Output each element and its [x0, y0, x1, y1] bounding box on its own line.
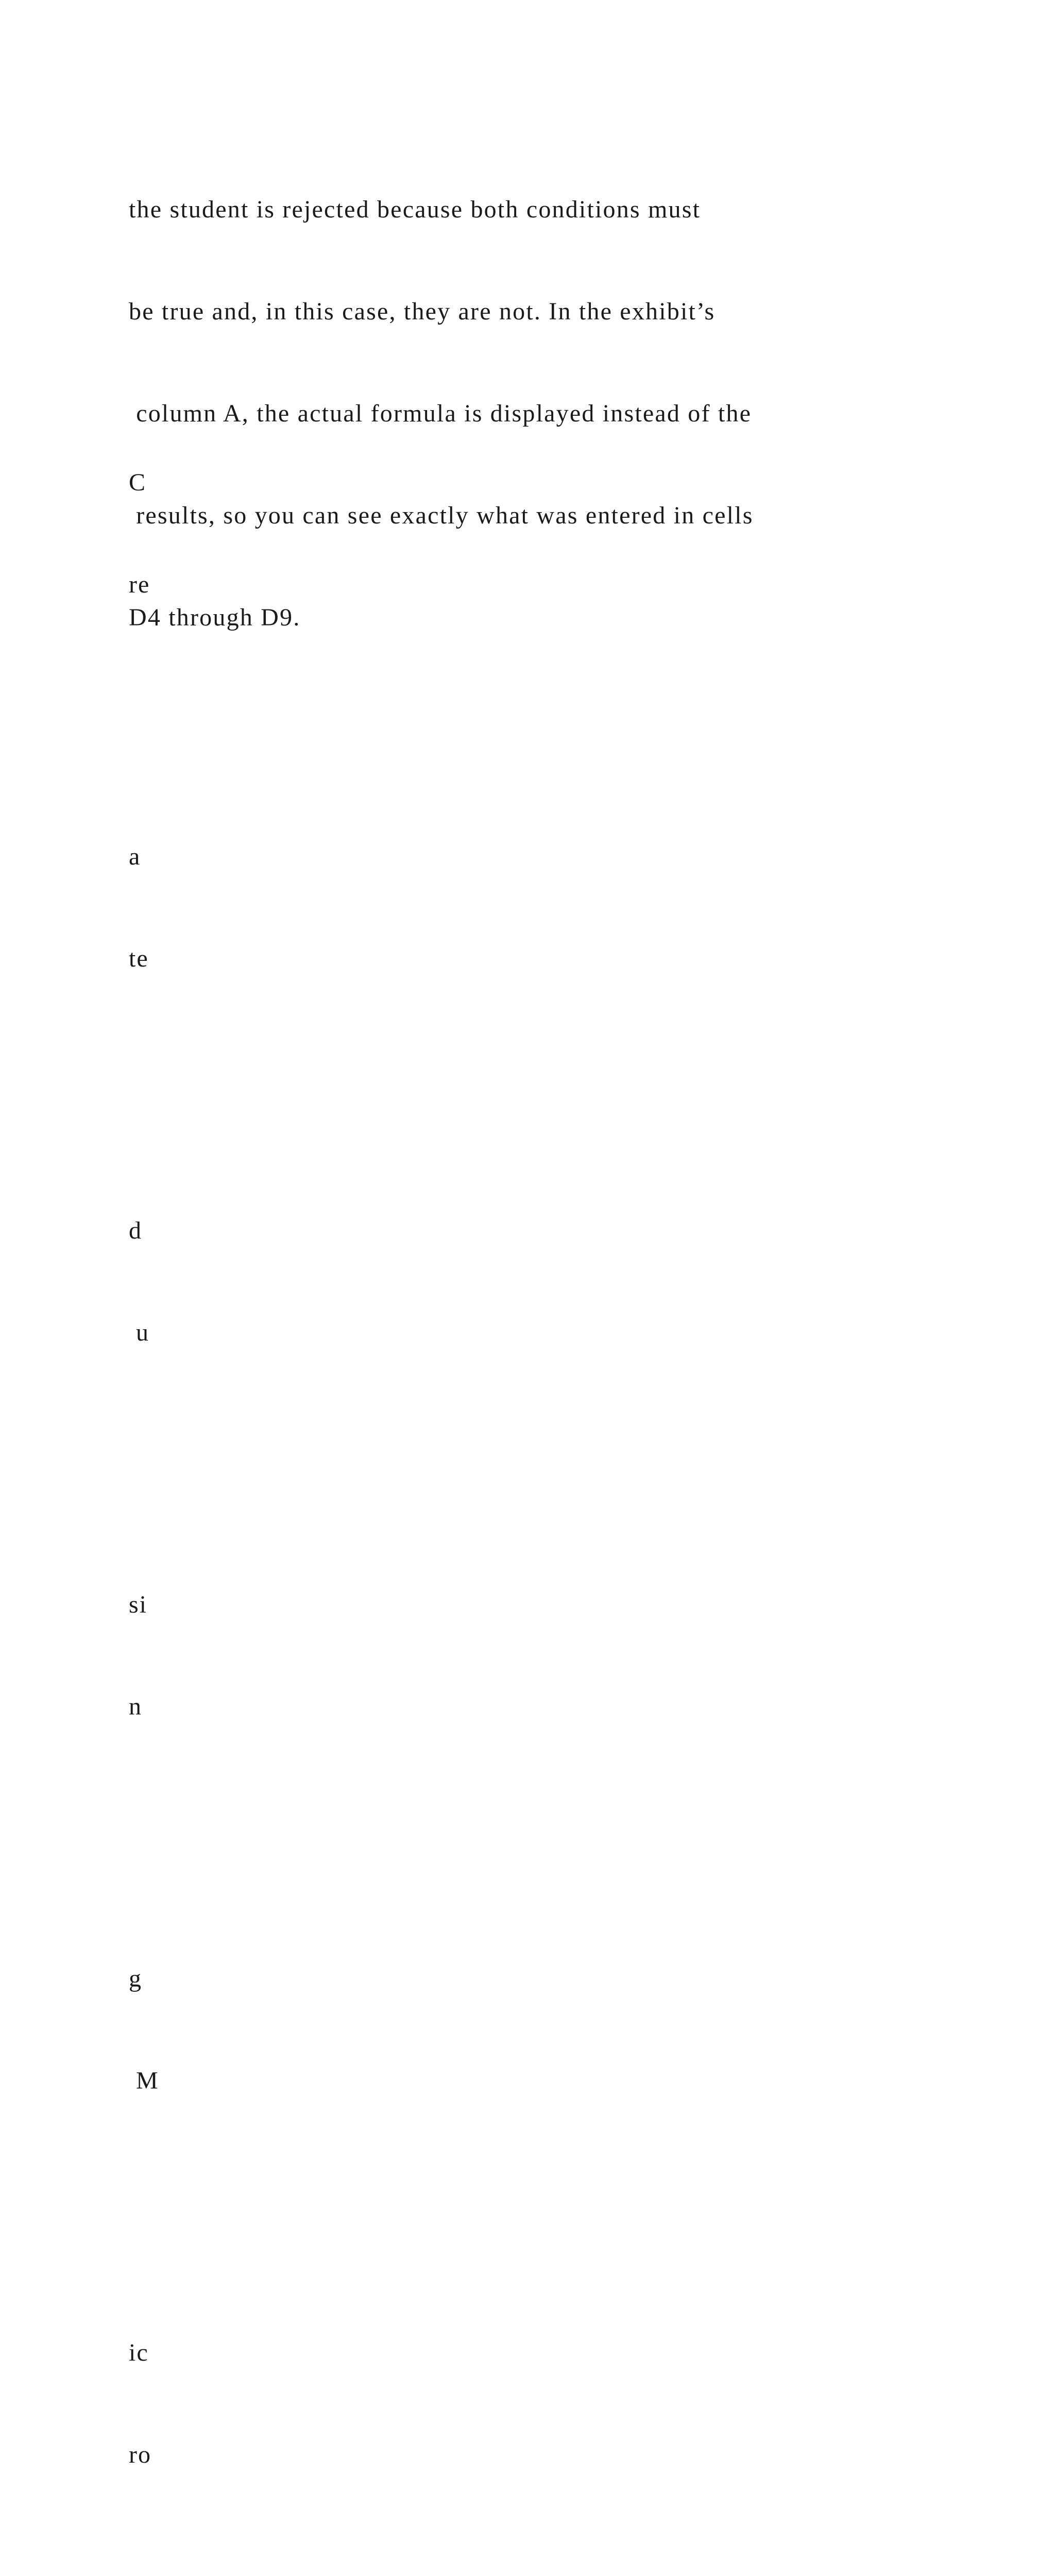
- text-fragment: a: [129, 843, 141, 870]
- text-fragment: u: [129, 1319, 149, 1346]
- text-fragment: re: [129, 571, 150, 598]
- text-fragment: ro: [129, 2441, 151, 2468]
- paragraph-line: D4 through D9.: [129, 604, 301, 631]
- text-fragment: M: [129, 2067, 159, 2094]
- text-fragment: g: [129, 1965, 142, 1992]
- fragment-group: [129, 2268, 438, 2540]
- text-fragment: si: [129, 1591, 148, 1618]
- paragraph-line: column A, the actual formula is displayed instead of the: [129, 400, 752, 427]
- fragment-group: [129, 398, 438, 670]
- paragraph-line: results, so you can see exactly what was entered in cells: [129, 502, 754, 529]
- text-fragment: te: [129, 945, 149, 972]
- text-fragment: C: [129, 469, 147, 496]
- text-fragment: ic: [129, 2339, 149, 2366]
- fragment-group: [129, 1894, 438, 2166]
- paragraph-line: the student is rejected because both conditions must: [129, 196, 701, 223]
- paragraph-line: be true and, in this case, they are not. In the exhibit’s: [129, 298, 716, 325]
- fragmented-text-column: [129, 330, 438, 2576]
- fragment-group: [129, 1520, 438, 1792]
- fragment-group: [129, 1146, 438, 1418]
- text-fragment: d: [129, 1217, 142, 1244]
- text-fragment: n: [129, 1693, 142, 1720]
- fragment-group: [129, 772, 438, 1044]
